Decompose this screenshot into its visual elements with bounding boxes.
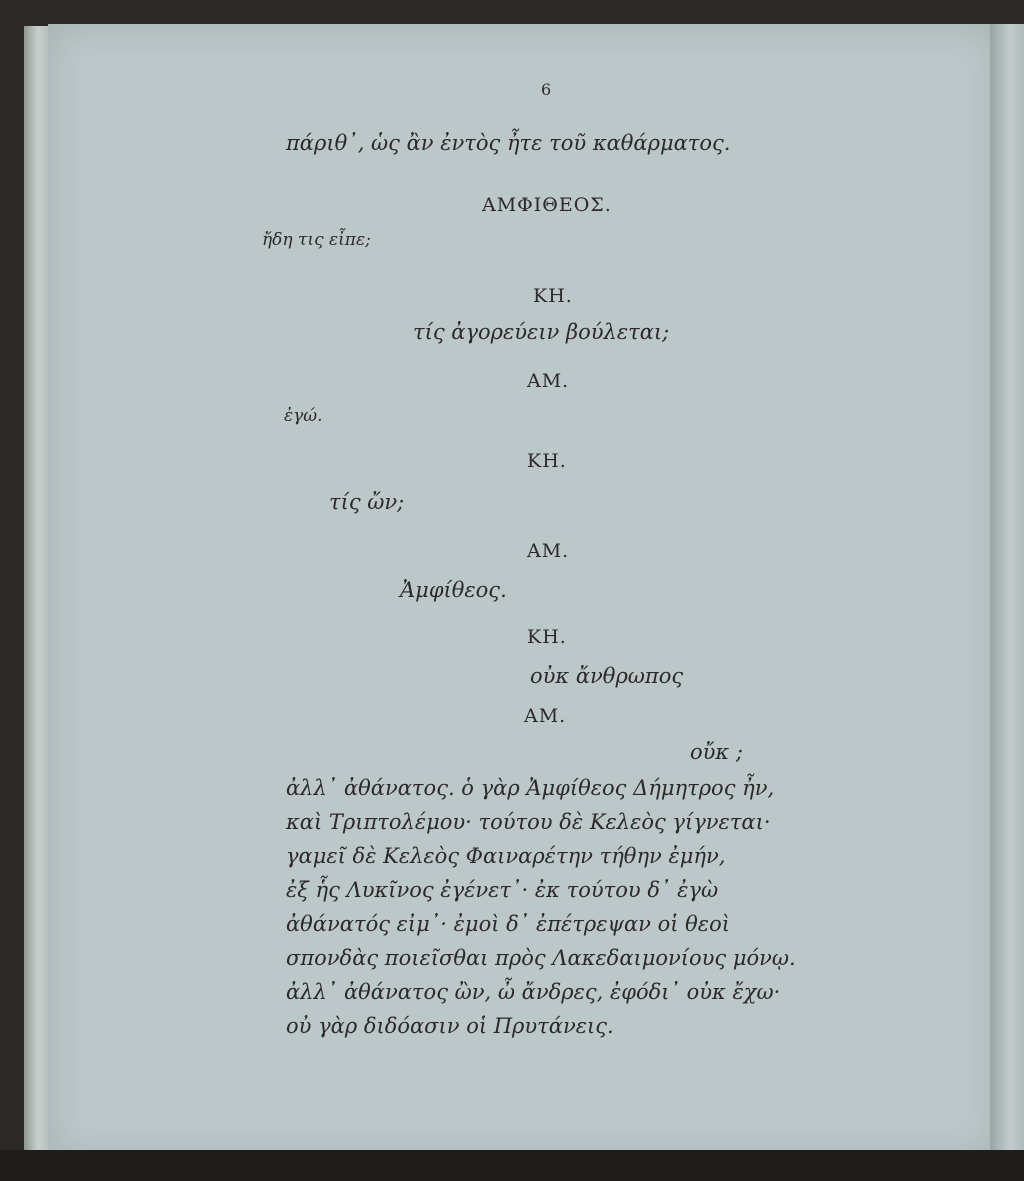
verse-line: οὐ γὰρ διδόασιν οἱ Πρυτάνεις. [286,1014,614,1038]
speaker-name: ΚΗ. [527,450,567,472]
page-number: 6 [541,80,552,99]
bottom-shadow [0,1150,1024,1181]
verse-line: ἐξ ἧς Λυκῖνος ἐγένετ᾽· ἐκ τούτου δ᾽ ἐγὼ [286,878,719,902]
book-gutter [990,24,1024,1160]
verse-line: σπονδὰς ποιεῖσθαι πρὸς Λακεδαιμονίους μόνῳ. [286,946,796,970]
verse-line: ἀλλ᾽ ἀθάνατος ὢν, ὦ ἄνδρες, ἐφόδι᾽ οὐκ ἔχω· [286,980,781,1004]
verse-line: οὐκ ἄνθρωπος [530,664,684,688]
verse-line: πάριθ᾽, ὡς ἂν ἐντὸς ἦτε τοῦ καθάρματος. [286,131,731,155]
verse-line: ἐγώ. [284,406,323,426]
verse-line: γαμεῖ δὲ Κελεὸς Φαιναρέτην τήθην ἐμήν, [286,844,726,868]
speaker-name: ΑΜ. [527,370,570,392]
speaker-name: ΑΜ. [524,705,567,727]
verse-line: ἀθάνατός εἰμ᾽· ἐμοὶ δ᾽ ἐπέτρεψαν οἱ θεοὶ [286,912,730,936]
verse-line: ἤδη τις εἶπε; [262,230,371,250]
verse-line: ἀλλ᾽ ἀθάνατος. ὁ γὰρ Ἀμφίθεος Δήμητρος ἦν, [286,776,775,800]
verse-line: καὶ Τριπτολέμου· τούτου δὲ Κελεὸς γίγνεται· [286,810,771,834]
speaker-name: ΑΜ. [527,540,570,562]
verse-line: τίς ἀγορεύειν βούλεται; [413,320,670,344]
speaker-name: ΑΜΦΙΘΕΟΣ. [482,194,612,216]
speaker-name: ΚΗ. [533,285,573,307]
verse-line: τίς ὤν; [329,490,405,514]
speaker-name: ΚΗ. [527,626,567,648]
verse-line: οὔκ ; [690,740,743,764]
verse-line: Ἀμφίθεος. [400,578,507,602]
